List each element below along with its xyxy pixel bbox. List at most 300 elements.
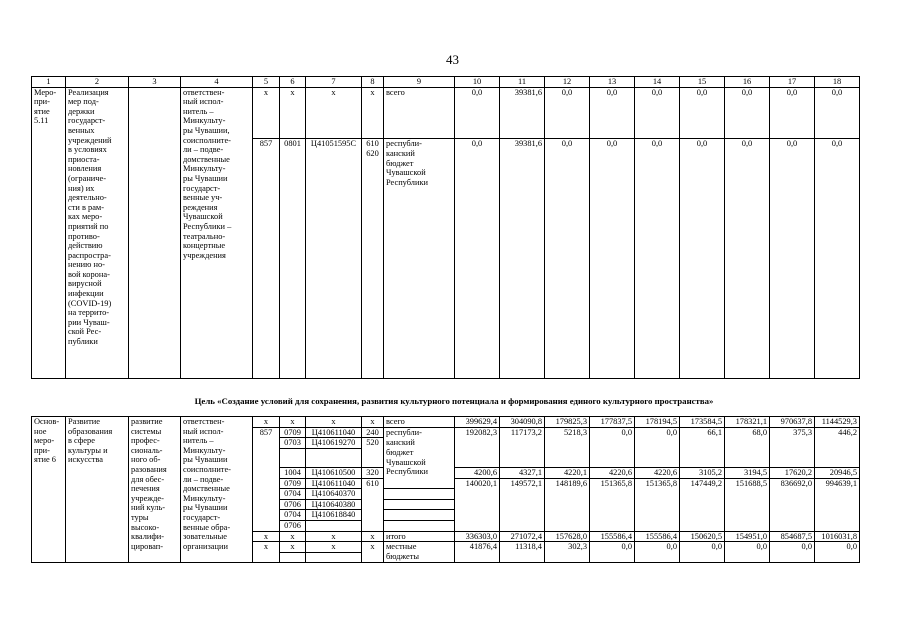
value-cell [545,489,590,500]
value-cell [635,552,680,562]
value-cell [815,520,860,531]
section-cell: x [280,542,306,553]
text-line: в условиях [68,145,107,155]
text-line: республи- [386,139,422,149]
value-cell: 157628,0 [545,531,590,542]
text-line: ли – подве- [183,474,224,484]
value-cell [770,458,815,468]
value-cell: 0,0 [635,87,680,139]
value-cell: 4200,6 [455,467,500,478]
text-line: распростра- [68,250,111,260]
text-line: бюджет [386,158,414,168]
value-cell [680,520,725,531]
event-number-cell [32,417,66,563]
value-cell: 836692,0 [770,478,815,489]
target-article-cell: Ц410619270 [306,438,362,449]
text-line: ры Чувашии [183,503,228,513]
text-line: вой корона- [68,269,110,279]
value-cell: 149572,1 [500,478,545,489]
text-line: меро- [34,436,55,446]
value-cell [680,489,725,500]
text-line: ятие [34,106,50,116]
column-number-cell: 10 [455,77,500,88]
grbs-cell: x [253,87,280,139]
value-cell [545,552,590,562]
funding-source-cell: бюджет [384,448,455,458]
target-article-cell: x [306,531,362,542]
text-line: при- [34,97,50,107]
column-number-cell: 1 [32,77,66,88]
value-cell [815,499,860,510]
value-cell [545,520,590,531]
value-cell [500,448,545,458]
text-line: государст- [183,183,221,193]
text-line: образования [68,426,113,436]
value-cell [680,438,725,449]
value-cell [635,510,680,521]
target-article-cell: Ц410611040 [306,427,362,438]
value-cell [680,499,725,510]
value-cell [455,499,500,510]
expense-type-cell: 610 [362,478,384,489]
text-line: мер под- [68,97,99,107]
value-cell [545,448,590,458]
value-cell [455,520,500,531]
value-cell [770,520,815,531]
value-cell: 0,0 [680,87,725,139]
text-line: ской Рес- [68,327,102,337]
section-cell: 0706 [280,520,306,531]
value-cell [725,489,770,500]
text-line: Минкульту- [183,493,226,503]
value-cell: 0,0 [635,139,680,378]
text-line: в сфере [68,436,95,446]
value-cell: 970637,8 [770,417,815,428]
expense-type-cell: x [362,542,384,553]
text-line: ния) их [68,183,95,193]
value-cell: 0,0 [680,139,725,378]
text-line: ответствен- [183,417,225,426]
value-cell [545,510,590,521]
value-cell [590,448,635,458]
value-cell [680,448,725,458]
value-cell [635,438,680,449]
value-cell [725,552,770,562]
value-cell: 0,0 [725,542,770,553]
text-line: публики [68,337,98,347]
expense-type-cell [362,489,384,500]
value-cell: 151365,8 [590,478,635,489]
text-line: инфекции [68,289,104,299]
value-cell: 117173,2 [500,427,545,438]
value-cell: 3194,5 [725,467,770,478]
section-cell: x [280,417,306,428]
section-cell [280,448,306,458]
text-line: ры Чувашии, [183,125,230,135]
value-cell [770,552,815,562]
value-cell: 0,0 [635,427,680,438]
header-row [32,77,860,88]
value-cell: 173584,5 [680,417,725,428]
column-number-cell: 17 [770,77,815,88]
target-article-cell [306,520,362,531]
text-line: Меро- [34,87,57,97]
grbs-cell [253,438,280,449]
value-cell: 151688,5 [725,478,770,489]
section-cell [280,552,306,562]
section-cell: x [280,531,306,542]
value-cell: 66,1 [680,427,725,438]
text-line: противо- [68,231,100,241]
value-cell [680,552,725,562]
value-cell: 151365,8 [635,478,680,489]
grbs-cell [253,467,280,478]
text-line: системы [131,426,162,436]
expense-type-cell: x [362,417,384,428]
funding-source-cell: республи- [384,427,455,438]
grbs-cell [253,478,280,489]
value-cell: 0,0 [815,139,860,378]
column-number-cell: 18 [815,77,860,88]
text-line: учреждений [68,135,112,145]
target-article-cell: Ц410640380 [306,499,362,510]
value-cell: 0,0 [590,542,635,553]
value-cell [635,458,680,468]
value-cell [635,499,680,510]
text-line: квалифи- [131,532,165,542]
value-cell [815,552,860,562]
value-cell: 178194,5 [635,417,680,428]
value-cell: 140020,1 [455,478,500,489]
value-cell [725,499,770,510]
section-cell: 0709 [280,478,306,489]
text-line: домственные [183,484,230,494]
value-cell [680,458,725,468]
value-cell [545,499,590,510]
value-cell [770,510,815,521]
value-cell: 17620,2 [770,467,815,478]
event-number-cell [32,87,66,378]
value-cell [815,489,860,500]
text-line: высоко- [131,522,160,532]
section-cell: 0706 [280,499,306,510]
task-cell [129,87,181,378]
value-cell: 177837,5 [590,417,635,428]
text-line: сти в рам- [68,202,104,212]
funding-source-cell [384,510,455,521]
text-line: ного об- [131,455,161,465]
expense-type-cell [362,520,384,531]
value-cell: 155586,4 [590,531,635,542]
text-line: венные уч- [183,193,223,203]
goal-heading: Цель «Создание условий для сохранения, развития культурного потенциала и формирования единого культурного пространства» [194,396,714,406]
page-number: 43 [446,52,459,67]
value-cell: 154951,0 [725,531,770,542]
text-line: Чувашской [183,212,223,222]
value-cell [500,499,545,510]
value-cell [590,489,635,500]
value-cell [545,458,590,468]
expense-type-cell [362,458,384,468]
table-row [32,417,860,428]
value-cell: 5218,3 [545,427,590,438]
column-number-cell: 14 [635,77,680,88]
value-cell [815,510,860,521]
value-cell [545,438,590,449]
target-article-cell [306,448,362,458]
value-cell: 4327,1 [500,467,545,478]
value-cell: 147449,2 [680,478,725,489]
value-cell: 39381,6 [500,139,545,378]
value-cell [725,438,770,449]
value-cell [680,510,725,521]
text-line: ний куль- [131,503,166,513]
value-cell: 1016031,8 [815,531,860,542]
value-cell: 0,0 [725,139,770,378]
funding-source-cell: канский [384,438,455,449]
expense-type-cell [362,139,384,378]
text-line: концертные [183,241,226,251]
text-line: на террито- [68,308,110,318]
text-line: Минкульту- [183,445,226,455]
value-cell [770,499,815,510]
text-line: для обес- [131,474,165,484]
section-cell: 0704 [280,489,306,500]
value-cell: 0,0 [635,542,680,553]
value-cell [455,438,500,449]
text-line: ятие 6 [34,455,56,465]
value-cell: 0,0 [680,542,725,553]
value-cell [455,458,500,468]
funding-source-cell [384,499,455,510]
value-cell: 0,0 [545,87,590,139]
event-name-cell [66,417,129,563]
text-line: венные обра- [183,522,231,532]
text-line: Минкульту- [183,116,226,126]
text-line: развитие [131,417,163,426]
text-line: государст- [183,512,221,522]
value-cell [500,438,545,449]
value-cell: 399629,4 [455,417,500,428]
target-article-cell: Ц410611040 [306,478,362,489]
target-article-cell: Ц410618840 [306,510,362,521]
value-cell: 336303,0 [455,531,500,542]
text-line: ответствен- [183,87,225,97]
text-line: Республики – [183,221,232,231]
funding-source-cell [384,139,455,378]
target-article-cell: Ц410610500 [306,467,362,478]
executor-cell [181,417,253,563]
value-cell: 0,0 [815,87,860,139]
text-line: (ограниче- [68,173,106,183]
value-cell [455,448,500,458]
text-line: сиональ- [131,445,163,455]
value-cell [725,510,770,521]
text-line: ры Чувашии [183,173,228,183]
value-cell: 0,0 [590,139,635,378]
column-number-cell: 7 [306,77,362,88]
expense-type-cell [362,499,384,510]
text-line: ное [34,426,47,436]
funding-source-cell: всего [384,417,455,428]
section-cell [280,458,306,468]
value-cell: 0,0 [545,139,590,378]
section-cell: x [280,87,306,139]
column-number-cell: 5 [253,77,280,88]
value-cell [590,552,635,562]
text-line: 5.11 [34,116,49,126]
value-cell: 375,3 [770,427,815,438]
value-cell: 304090,8 [500,417,545,428]
value-cell [500,520,545,531]
target-article-cell: x [306,542,362,553]
text-line: деятельно- [68,193,107,203]
target-article-cell [306,458,362,468]
text-line: цировап- [131,541,164,551]
grbs-cell: 857 [253,427,280,438]
text-line: нению но- [68,260,105,270]
section-cell: 0709 [280,427,306,438]
column-number-cell: 6 [280,77,306,88]
expense-type-cell: x [362,531,384,542]
column-number-cell: 2 [66,77,129,88]
expense-type-a: 610 [366,139,379,149]
grbs-cell: x [253,417,280,428]
value-cell: 155586,4 [635,531,680,542]
value-cell [500,552,545,562]
section-cell: 0703 [280,438,306,449]
text-line: ках меро- [68,212,103,222]
expense-type-cell: 240 [362,427,384,438]
value-cell: 0,0 [725,87,770,139]
text-line: Минкульту- [183,164,226,174]
text-line: разования [131,464,167,474]
value-cell: 994639,1 [815,478,860,489]
text-line: ный испол- [183,426,224,436]
column-number-cell: 16 [725,77,770,88]
value-cell [725,520,770,531]
grbs-cell [253,552,280,562]
text-line: нитель – [183,436,214,446]
program-table-part1 [31,76,860,379]
grbs-cell [253,510,280,521]
text-line: реждения [183,202,218,212]
text-line: театрально- [183,231,226,241]
funding-source-cell [384,520,455,531]
column-number-cell: 3 [129,77,181,88]
grbs-cell: x [253,531,280,542]
value-cell: 0,0 [590,87,635,139]
target-article-cell: x [306,87,362,139]
text-line: искусства [68,455,103,465]
text-line: печения [131,484,160,494]
column-number-cell: 8 [362,77,384,88]
text-line: Реализация [68,87,109,97]
value-cell: 11318,4 [500,542,545,553]
value-cell: 0,0 [590,427,635,438]
value-cell: 302,3 [545,542,590,553]
target-article-cell: x [306,417,362,428]
text-line: домственные [183,154,230,164]
text-line: держки [68,106,95,116]
expense-type-cell: 320 [362,467,384,478]
text-line: культуры и [68,445,108,455]
value-cell [590,458,635,468]
text-line: приоста- [68,154,100,164]
grbs-cell [253,489,280,500]
value-cell [725,448,770,458]
value-cell [455,489,500,500]
funding-source-cell: бюджеты [384,552,455,562]
value-cell [455,552,500,562]
column-number-cell: 4 [181,77,253,88]
value-cell: 0,0 [455,87,500,139]
funding-source-cell: всего [384,87,455,139]
text-line: туры [131,512,149,522]
value-cell: 4220,1 [545,467,590,478]
text-line: Основ- [34,417,60,426]
text-line: профес- [131,436,160,446]
grbs-cell [253,499,280,510]
text-line: Республики [386,177,429,187]
text-line: организации [183,541,228,551]
value-cell [635,520,680,531]
value-cell [770,438,815,449]
value-cell: 854687,5 [770,531,815,542]
value-cell [590,438,635,449]
funding-source-cell [384,489,455,500]
text-line: ный испол- [183,97,224,107]
funding-source-cell: Республики [384,467,455,478]
task-cell [129,417,181,563]
value-cell: 150620,5 [680,531,725,542]
value-cell [815,458,860,468]
grbs-cell: 857 [253,139,280,378]
funding-source-cell: местные [384,542,455,553]
value-cell [590,499,635,510]
text-line: новления [68,164,102,174]
expense-type-cell: x [362,87,384,139]
value-cell [500,510,545,521]
text-line: соисполните- [183,464,231,474]
text-line: нитель – [183,106,214,116]
value-cell: 0,0 [455,139,500,378]
value-cell: 446,2 [815,427,860,438]
value-cell: 148189,6 [545,478,590,489]
value-cell [815,438,860,449]
target-article-cell [306,552,362,562]
text-line: приятий по [68,221,109,231]
value-cell: 0,0 [770,542,815,553]
text-line: ли – подве- [183,145,224,155]
expense-type-cell [362,448,384,458]
text-line: Развитие [68,417,100,426]
value-cell [770,448,815,458]
value-cell [500,458,545,468]
text-line: учрежде- [131,493,164,503]
value-cell: 1144529,3 [815,417,860,428]
text-line: рии Чуваш- [68,317,110,327]
text-line: государст- [68,116,106,126]
value-cell: 20946,5 [815,467,860,478]
text-line: (COVID-19) [68,298,112,308]
text-line: канский [386,148,415,158]
value-cell: 4220,6 [590,467,635,478]
text-line: вирусной [68,279,102,289]
expense-type-b: 620 [366,148,379,158]
column-number-cell: 15 [680,77,725,88]
value-cell [500,489,545,500]
